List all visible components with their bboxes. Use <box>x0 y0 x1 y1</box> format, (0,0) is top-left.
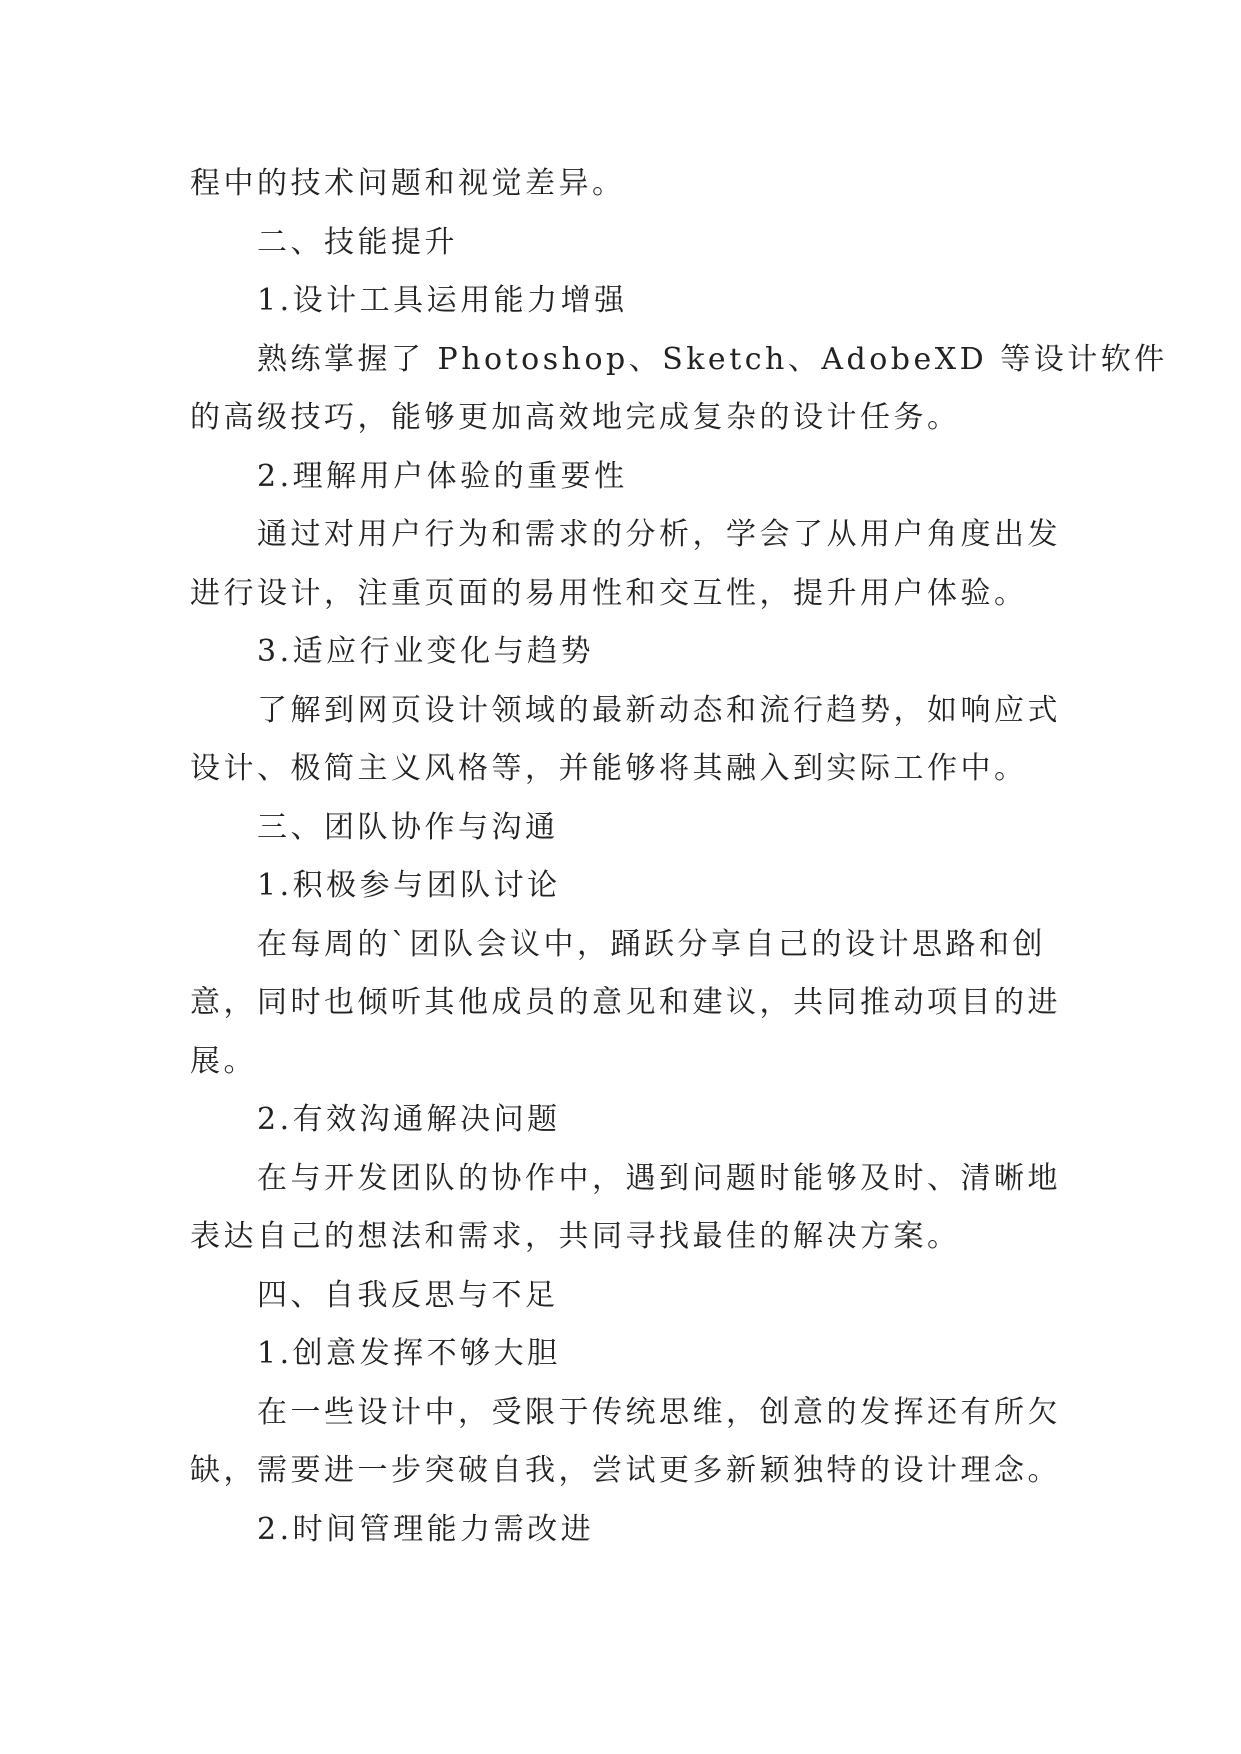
document-body <box>190 155 1168 1559</box>
body-line: 在一些设计中，受限于传统思维，创意的发挥还有所欠 <box>257 1394 1061 1430</box>
body-line: 设计、极简主义风格等，并能够将其融入到实际工作中。 <box>190 751 1028 786</box>
section-heading: 四、自我反思与不足 <box>257 1277 559 1313</box>
body-line: 缺，需要进一步突破自我，尝试更多新颖独特的设计理念。 <box>190 1453 1061 1488</box>
body-line: 程中的技术问题和视觉差异。 <box>190 166 626 201</box>
subsection-heading: 2.理解用户体验的重要性 <box>257 458 628 494</box>
body-line: 表达自己的想法和需求，共同寻找最佳的解决方案。 <box>190 1219 961 1254</box>
subsection-heading: 3.适应行业变化与趋势 <box>257 634 595 669</box>
body-line: 意，同时也倾听其他成员的意见和建议，共同推动项目的进 <box>190 985 1061 1020</box>
subsection-heading: 1.积极参与团队讨论 <box>257 868 561 903</box>
body-line: 在每周的`团队会议中，踊跃分享自己的设计思路和创 <box>257 926 1046 962</box>
body-line: 在与开发团队的协作中，遇到问题时能够及时、清晰地 <box>257 1160 1061 1196</box>
body-line: 进行设计，注重页面的易用性和交互性，提升用户体验。 <box>190 575 1028 611</box>
body-line: 通过对用户行为和需求的分析，学会了从用户角度出发 <box>257 517 1061 552</box>
body-line: 展。 <box>190 1043 257 1079</box>
section-heading: 二、技能提升 <box>257 224 458 260</box>
subsection-heading: 2.时间管理能力需改进 <box>257 1511 595 1547</box>
body-line: 熟练掌握了 Photoshop、Sketch、AdobeXD 等设计软件 <box>257 341 1168 377</box>
body-line: 的高级技巧，能够更加高效地完成复杂的设计任务。 <box>190 400 961 435</box>
section-heading: 三、团队协作与沟通 <box>257 809 559 845</box>
subsection-heading: 1.设计工具运用能力增强 <box>257 283 628 318</box>
subsection-heading: 2.有效沟通解决问题 <box>257 1102 561 1137</box>
body-line: 了解到网页设计领域的最新动态和流行趋势，如响应式 <box>257 692 1061 728</box>
subsection-heading: 1.创意发挥不够大胆 <box>257 1336 561 1371</box>
